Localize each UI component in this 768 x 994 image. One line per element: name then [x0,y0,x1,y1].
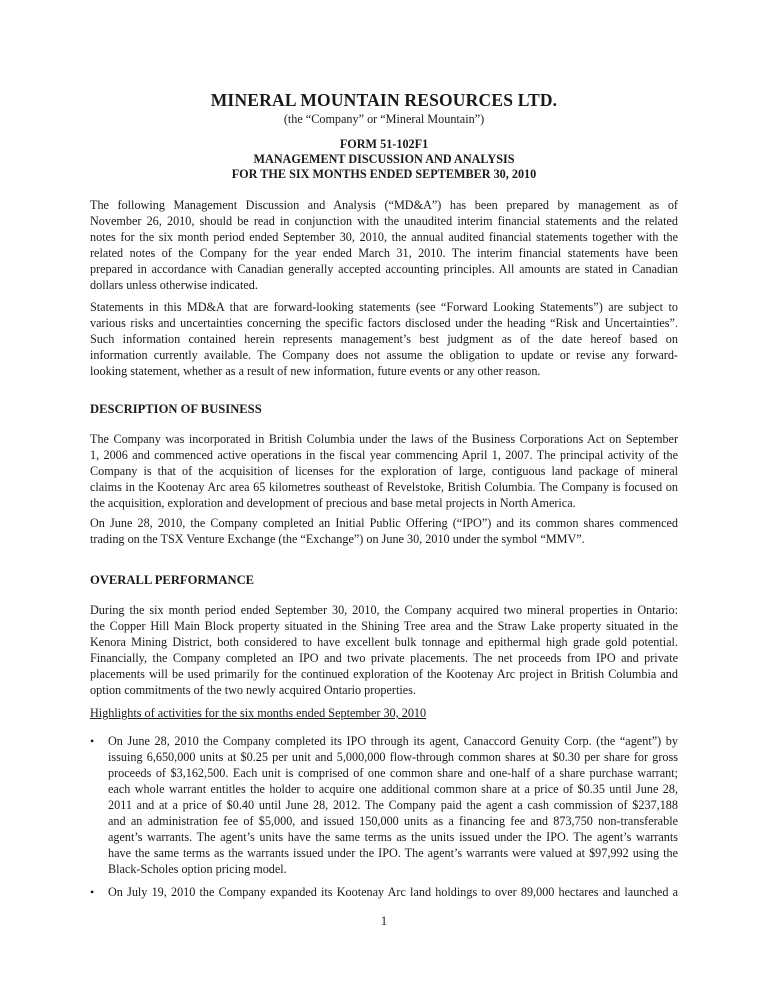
section-heading-business: DESCRIPTION OF BUSINESS [90,402,262,416]
page-number: 1 [380,914,388,928]
intro-paragraph-2: Statements in this MD&A that are forward-looking statements (see “Forward Looking Statements”) are subject to various risks and uncertainties concerning the specific factors disclosed under the heading “Risk and Uncertainties”. Such information contained herein represents management’s best judgment as of the date hereof based on information currently available. The Company does not assume the obligation to update or revise any forward- looking statement, whether as a result of new information, future events or any other reason. [90,300,678,378]
document-period: FOR THE SIX MONTHS ENDED SEPTEMBER 30, 2010 [231,167,537,181]
company-name: MINERAL MOUNTAIN RESOURCES LTD. [210,90,558,110]
company-subtitle: (the “Company” or “Mineral Mountain”) [283,112,485,126]
performance-paragraph-1: During the six month period ended September 30, 2010, the Company acquired two mineral properties in Ontario: the Copper Hill Main Block property situated in the Shining Tree area and the Straw Lake property situated in the Kenora Mining District, both considered to have excellent bulk tonnage and epithermal high grade gold potential. Financially, the Company completed an IPO and two private placements. The net proceeds from IPO and private placements will be used primarily for the continued exploration of the Kootenay Arc project in British Columbia and option commitments of the two newly acquired Ontario properties. [90,603,678,697]
highlights-subheading: Highlights of activities for the six months ended September 30, 2010 [90,706,427,720]
highlight-bullet-2: On July 19, 2010 the Company expanded its Kootenay Arc land holdings to over 89,000 hectares and launched a [108,885,678,899]
business-paragraph-2: On June 28, 2010, the Company completed an Initial Public Offering (“IPO”) and its common shares commenced trading on the TSX Venture Exchange (the “Exchange”) on June 30, 2010 under the symbol “MMV”. [90,516,678,546]
business-paragraph-1: The Company was incorporated in British Columbia under the laws of the Business Corporations Act on September 1, 2006 and commenced active operations in the fiscal year commencing April 1, 2007. The principal activity of the Company is that of the acquisition of licenses for the exploration of large, contiguous land package of mineral claims in the Kootenay Arc area 65 kilometres southeast of Revelstoke, British Columbia. The Company is focused on the acquisition, exploration and development of precious and base metal projects in North America. [90,432,678,510]
bullet-icon: • [90,734,95,748]
document-title: MANAGEMENT DISCUSSION AND ANALYSIS [253,152,515,166]
intro-paragraph-1: The following Management Discussion and Analysis (“MD&A”) has been prepared by management as of November 26, 2010, should be read in conjunction with the unaudited interim financial statements and the related notes for the six month period ended September 30, 2010, the annual audited financial statements together with the related notes of the Company for the year ended March 31, 2010. The interim financial statements have been prepared in accordance with Canadian generally accepted accounting principles. All amounts are stated in Canadian dollars unless otherwise indicated. [90,198,678,292]
form-number: FORM 51-102F1 [339,137,429,151]
section-heading-performance: OVERALL PERFORMANCE [90,573,255,587]
bullet-icon: • [90,885,95,899]
highlight-bullet-1: On June 28, 2010 the Company completed its IPO through its agent, Canaccord Genuity Corp. (the “agent”) by issuing 6,650,000 units at $0.25 per unit and 5,000,000 flow-through common shares at $0.30 per share for gross proceeds of $3,162,500. Each unit is comprised of one common share and one-half of a share purchase warrant; each whole warrant entitles the holder to acquire one additional common share at a price of $0.35 until June 28, 2011 and at a price of $0.40 until June 28, 2012. The Company paid the agent a cash commission of $237,188 and an administration fee of $5,000, and issued 150,000 units as a financing fee and 873,750 non-transferable agent’s warrants. The agent’s units have the same terms as the units issued under the IPO. The agent’s warrants have the same terms as the warrants issued under the IPO. The agent’s warrants were valued at $97,992 using the Black-Scholes option pricing model. [108,734,678,876]
